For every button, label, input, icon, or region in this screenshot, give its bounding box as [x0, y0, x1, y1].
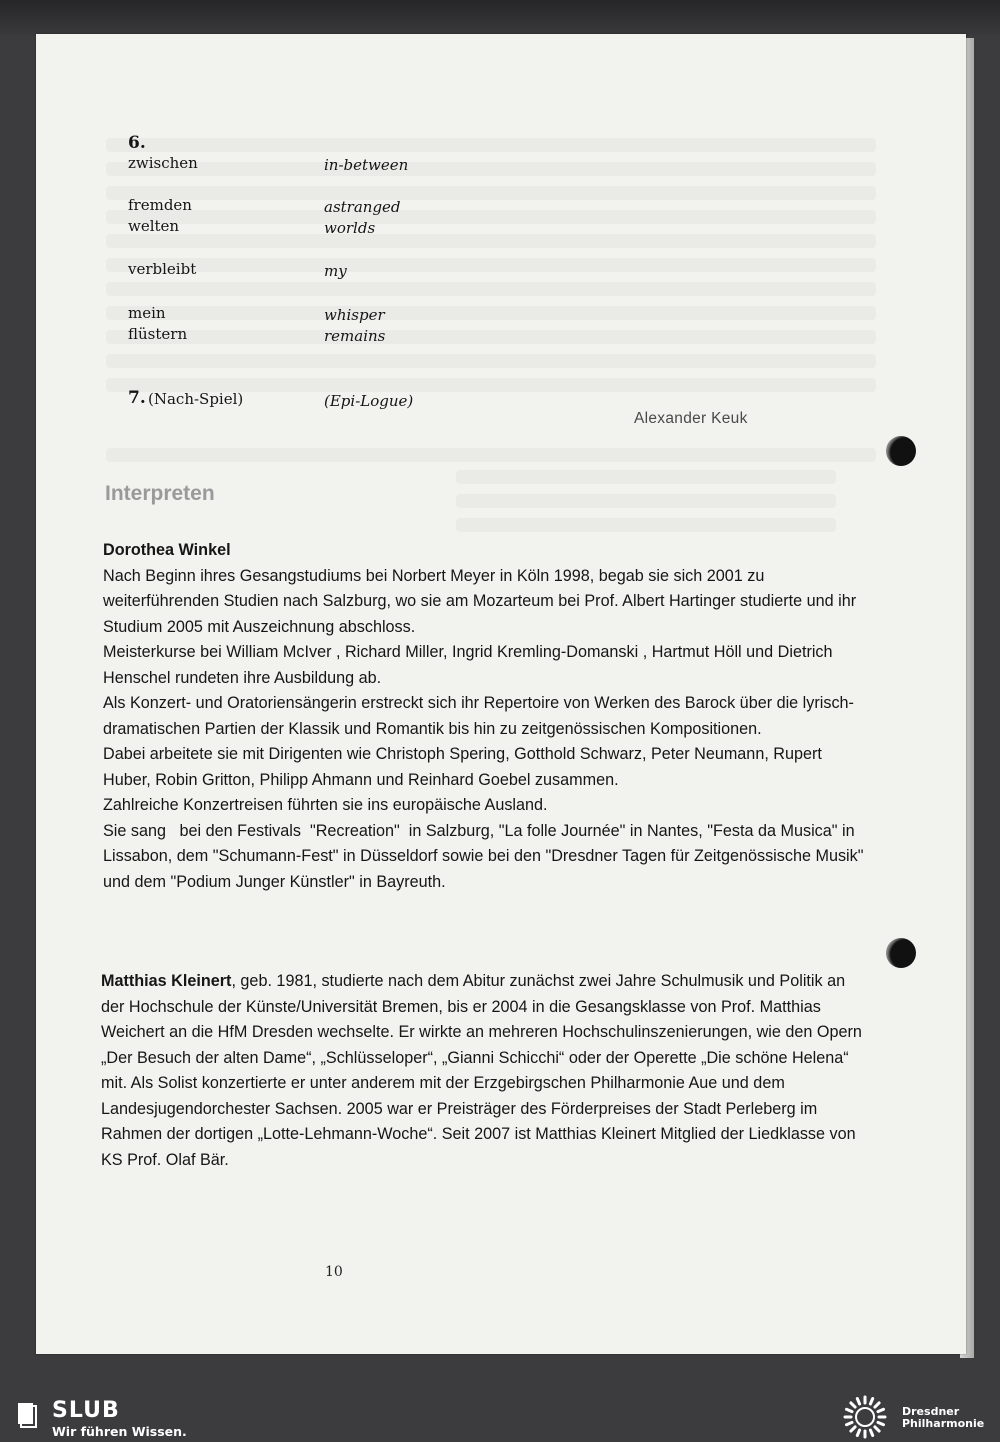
bleed-through-line — [106, 210, 876, 224]
bio-paragraph: Meisterkurse bei William McIver , Richard Miller, Ingrid Kremling-Domanski , Hartmut Höll und Dietrich Henschel rundeten ihre Ausbildung ab. — [103, 643, 833, 687]
bleed-through-line — [106, 234, 876, 248]
poem-german-line: verbleibt — [128, 260, 197, 278]
bio-paragraph: Sie sang bei den Festivals "Recreation" in Salzburg, "La folle Journée" in Nantes, "Festa da Musica" in Lissabon, dem "Schumann-Fest" in Düsseldorf sowie bei den "Dresdner Tagen für Zeitgenössische Musik" und dem "Podium Junger Künstler" in Bayreuth. — [103, 821, 868, 891]
bio-paragraph: Dabei arbeitete sie mit Dirigenten wie Christoph Spering, Gotthold Schwarz, Peter Neumann, Rupert Huber, Robin Gritton, Philipp Ahmann und Reinhard Goebel zusammen. — [103, 745, 822, 789]
bleed-through-line — [106, 330, 876, 344]
bio-paragraph — [101, 969, 871, 1173]
punch-hole — [886, 938, 916, 968]
poem-english-line: whisper remains — [324, 306, 386, 345]
philharmonie-logo-text: Dresdner Philharmonie — [902, 1405, 985, 1430]
bleed-through-line — [456, 518, 836, 532]
bio-matthias-kleinert — [101, 969, 871, 1173]
poem-german-line: zwischen — [128, 154, 198, 172]
poem-section-number: 6. — [128, 133, 146, 153]
punch-hole — [886, 436, 916, 466]
philharmonie-logo-icon — [842, 1394, 888, 1440]
scan-top-edge — [0, 0, 1000, 36]
bleed-through-line — [106, 258, 876, 272]
poem-german-line: mein flüstern — [128, 304, 188, 343]
bio-dorothea-winkel — [103, 538, 873, 895]
slub-book-icon — [16, 1402, 38, 1428]
bio-paragraph: Zahlreiche Konzertreisen führten sie ins europäische Ausland. — [103, 796, 548, 814]
performer-name: Matthias Kleinert — [101, 972, 232, 990]
page-number: 10 — [325, 1264, 343, 1280]
bleed-through-line — [106, 354, 876, 368]
bleed-through-line — [106, 306, 876, 320]
section-heading-interpreten: Interpreten — [105, 482, 215, 505]
bleed-through-line — [106, 162, 876, 176]
slub-logo-text: SLUB — [52, 1398, 120, 1423]
document-page — [36, 34, 966, 1354]
bleed-through-line — [106, 448, 876, 462]
poem-english-line: in-between — [324, 156, 409, 174]
poem-english-line: astranged worlds — [324, 198, 401, 237]
bio-paragraph: Nach Beginn ihres Gesangstudiums bei Norbert Meyer in Köln 1998, begab sie sich 2001 zu weiterführenden Studien nach Salzburg, wo sie am Mozarteum bei Prof. Albert Hartinger studierte und ihr Studium 2005 mit Auszeichnung abschloss. — [103, 566, 857, 636]
bleed-through-line — [456, 494, 836, 508]
performer-name: Dorothea Winkel — [103, 541, 231, 559]
bio-text: , geb. 1981, studierte nach dem Abitur zunächst zwei Jahre Schulmusik und Politik an der Hochschule der Künste/Universität Bremen, bis er 2004 in die Gesangsklasse von Prof. Matthias Weichert an die HfM Dresden wechselte. Er wirkte an mehreren Hochschulinszenierungen, wie den Opern „Der Besuch der alten Dame“, „Schlüsseloper“, „Gianni Schicchi“ oder der Operette „Die schöne Helena“ mit. Als Solist konzertierte er unter anderem mit der Erzgebirgschen Philharmonie Aue und dem Landesjugendorchester Sachsen. 2005 war er Preisträger des Förderpreises der Stadt Perleberg im Rahmen der dortigen „Lotte-Lehmann-Woche“. Seit 2007 ist Matthias Kleinert Mitglied der Liedklasse von KS Prof. Olaf Bär. — [101, 972, 862, 1169]
poem-final-german: (Nach-Spiel) — [148, 390, 244, 408]
poem-final-english: (Epi-Logue) — [324, 392, 414, 410]
poem-german-line: fremden welten — [128, 196, 192, 235]
poem-english-line: my — [324, 262, 347, 280]
footer-bar — [0, 1392, 1000, 1442]
poem-final-number: 7. — [128, 388, 146, 408]
slub-tagline: Wir führen Wissen. — [52, 1424, 187, 1439]
bleed-through-line — [106, 282, 876, 296]
bleed-through-line — [106, 186, 876, 200]
bleed-through-line — [106, 138, 876, 152]
bleed-through-line — [456, 470, 836, 484]
poem-author: Alexander Keuk — [634, 410, 748, 427]
bio-paragraph: Als Konzert- und Oratoriensängerin erstreckt sich ihr Repertoire von Werken des Barock über die lyrisch-dramatischen Partien der Klassik und Romantik bis hin zu zeitgenössischen Kompositionen. — [103, 694, 854, 738]
